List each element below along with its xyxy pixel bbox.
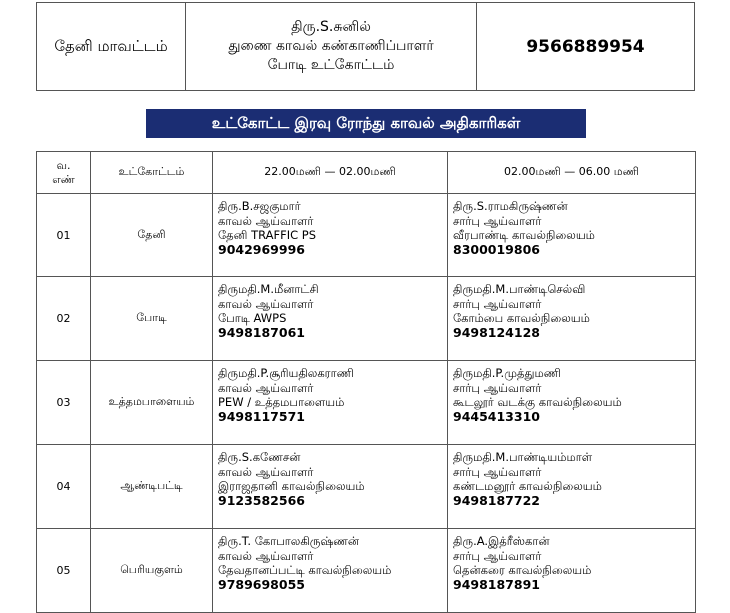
column-header-subdivision: உட்கோட்டம்	[91, 152, 213, 194]
officer-station: தேனி TRAFFIC PS	[218, 228, 317, 242]
section-banner: உட்கோட்ட இரவு ரோந்து காவல் அதிகாரிகள்	[146, 109, 586, 138]
officer-phone: 8300019806	[453, 241, 540, 257]
officer-phone: 9498187891	[453, 576, 540, 592]
officer-name: திரு.T. கோபாலகிருஷ்ணன்	[218, 534, 360, 548]
shift1-officer	[213, 277, 448, 361]
officer-name: திருமதி.P.சூரியதிலகராணி	[218, 366, 354, 380]
officer-phone: 9498187061	[218, 324, 305, 340]
officer-name: திரு.A.இத்ரீஸ்கான்	[453, 534, 550, 548]
table-header-row	[37, 152, 696, 194]
officer-phone: 9123582566	[218, 492, 305, 508]
officer-name: திருமதி.M.மீனாட்சி	[218, 282, 319, 296]
officer-name: திருமதி.M.பாண்டியம்மாள்	[453, 450, 593, 464]
officer-station: போடி AWPS	[218, 311, 287, 325]
officer-block	[186, 3, 477, 91]
officer-role: காவல் ஆய்வாளர்	[218, 213, 314, 228]
officer-role: காவல் ஆய்வாளர்	[218, 296, 314, 311]
header-table	[36, 2, 695, 91]
officer-role: காவல் ஆய்வாளர்	[218, 464, 314, 479]
table-row	[37, 194, 696, 277]
shift2-officer	[448, 277, 696, 361]
table-row	[37, 529, 696, 613]
officer-role: சார்பு ஆய்வாளர்	[453, 464, 542, 479]
officer-name: திருமதி.M.பாண்டிசெல்வி	[453, 282, 586, 296]
officer-name: திரு.S.சுனில்	[291, 19, 371, 35]
shift1-officer	[213, 445, 448, 529]
officer-station: கோம்பை காவல்நிலையம்	[453, 311, 590, 325]
officer-office: போடி உட்கோட்டம்	[267, 57, 395, 73]
row-number: 05	[37, 529, 91, 613]
officer-station: கூடலூர் வடக்கு காவல்நிலையம்	[453, 395, 622, 409]
officer-phone: 9498117571	[218, 408, 305, 424]
row-subdivision: உத்தமபாளையம்	[91, 361, 213, 445]
district-name: தேனி மாவட்டம்	[37, 3, 186, 91]
officer-name: திருமதி.P.முத்துமணி	[453, 366, 561, 380]
row-subdivision: போடி	[91, 277, 213, 361]
officer-phone: 9042969996	[218, 241, 305, 257]
officer-role: சார்பு ஆய்வாளர்	[453, 213, 542, 228]
table-row	[37, 277, 696, 361]
row-number: 04	[37, 445, 91, 529]
column-header-no-line1: வ.	[56, 158, 71, 172]
officer-phone: 9498187722	[453, 492, 540, 508]
shift1-officer	[213, 529, 448, 613]
officer-role: துணை காவல் கண்காணிப்பாளர்	[228, 38, 434, 54]
column-header-shift2: 02.00மணி — 06.00 மணி	[448, 152, 696, 194]
column-header-shift1: 22.00மணி — 02.00மணி	[213, 152, 448, 194]
column-header-no-line2: எண்	[52, 172, 75, 186]
officer-phone: 9789698055	[218, 576, 305, 592]
officer-station: வீரபாண்டி காவல்நிலையம்	[453, 228, 595, 242]
shift2-officer	[448, 194, 696, 277]
officer-role: சார்பு ஆய்வாளர்	[453, 548, 542, 563]
officer-role: சார்பு ஆய்வாளர்	[453, 296, 542, 311]
officer-role: காவல் ஆய்வாளர்	[218, 380, 314, 395]
row-subdivision: தேனி	[91, 194, 213, 277]
shift1-officer	[213, 361, 448, 445]
officer-name: திரு.B.சஜகுமார்	[218, 199, 301, 213]
table-row	[37, 361, 696, 445]
row-subdivision: பெரியகுளம்	[91, 529, 213, 613]
officer-role: காவல் ஆய்வாளர்	[218, 548, 314, 563]
row-subdivision: ஆண்டிபட்டி	[91, 445, 213, 529]
shift2-officer	[448, 529, 696, 613]
officer-station: தென்கரை காவல்நிலையம்	[453, 563, 592, 577]
officer-phone: 9445413310	[453, 408, 540, 424]
row-number: 02	[37, 277, 91, 361]
officer-name: திரு.S.ராமகிருஷ்ணன்	[453, 199, 568, 213]
officer-phone: 9498124128	[453, 324, 540, 340]
officer-station: தேவதானப்பட்டி காவல்நிலையம்	[218, 563, 392, 577]
officer-station: இராஜதானி காவல்நிலையம்	[218, 479, 365, 493]
officer-station: PEW / உத்தமபாளையம்	[218, 395, 345, 409]
row-number: 01	[37, 194, 91, 277]
shift1-officer	[213, 194, 448, 277]
officer-role: சார்பு ஆய்வாளர்	[453, 380, 542, 395]
officer-phone: 9566889954	[477, 3, 695, 91]
table-row	[37, 445, 696, 529]
officer-name: திரு.S.கணேசன்	[218, 450, 301, 464]
shift2-officer	[448, 361, 696, 445]
officer-station: கண்டமனூர் காவல்நிலையம்	[453, 479, 602, 493]
row-number: 03	[37, 361, 91, 445]
shift2-officer	[448, 445, 696, 529]
column-header-no	[37, 152, 91, 194]
patrol-table	[36, 151, 696, 613]
